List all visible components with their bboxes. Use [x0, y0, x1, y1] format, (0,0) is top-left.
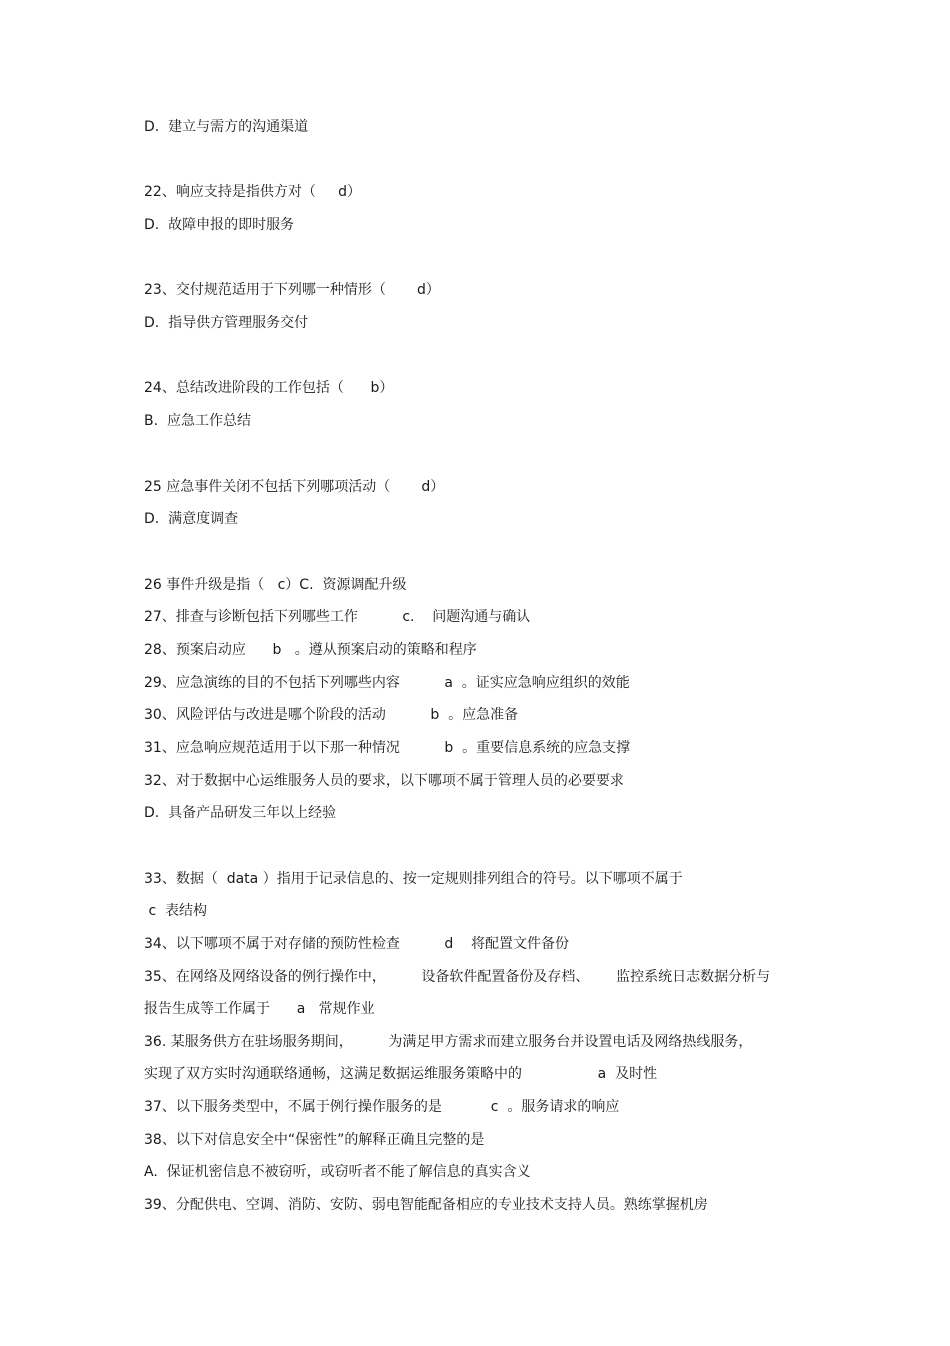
answer-38: A. 保证机密信息不被窃听，或窃听者不能了解信息的真实含义 — [144, 1164, 531, 1180]
question-39: 39、分配供电、空调、消防、安防、弱电智能配备相应的专业技术支持人员。熟练掌握机房 — [144, 1197, 708, 1213]
question-36-cont: 实现了双方实时沟通联络通畅，这满足数据运维服务策略中的 a 及时性 — [144, 1066, 658, 1082]
question-27: 27、排查与诊断包括下列哪些工作 c. 问题沟通与确认 — [144, 609, 531, 625]
question-22: 22、响应支持是指供方对（ d） — [144, 184, 361, 200]
text-line: D. 建立与需方的沟通渠道 — [144, 119, 309, 135]
question-28: 28、预案启动应 b 。遵从预案启动的策略和程序 — [144, 642, 477, 658]
question-33: 33、数据（ data ）指用于记录信息的、按一定规则排列组合的符号。以下哪项不属于 — [144, 871, 683, 887]
answer-32: D. 具备产品研发三年以上经验 — [144, 805, 337, 821]
answer-33: c 表结构 — [144, 903, 208, 919]
question-31: 31、应急响应规范适用于以下那一种情况 b 。重要信息系统的应急支撑 — [144, 740, 631, 756]
question-37: 37、以下服务类型中，不属于例行操作服务的是 c 。服务请求的响应 — [144, 1099, 620, 1115]
question-34: 34、以下哪项不属于对存储的预防性检查 d 将配置文件备份 — [144, 936, 570, 952]
answer-23: D. 指导供方管理服务交付 — [144, 315, 309, 331]
question-24: 24、总结改进阶段的工作包括（ b） — [144, 380, 394, 396]
question-35: 35、在网络及网络设备的例行操作中， 设备软件配置备份及存档、 监控系统日志数据分析与 — [144, 969, 771, 985]
question-25: 25 应急事件关闭不包括下列哪项活动（ d） — [144, 479, 445, 495]
question-23: 23、交付规范适用于下列哪一种情形（ d） — [144, 282, 440, 298]
question-30: 30、风险评估与改进是哪个阶段的活动 b 。应急准备 — [144, 707, 519, 723]
question-38: 38、以下对信息安全中“保密性”的解释正确且完整的是 — [144, 1132, 485, 1148]
question-29: 29、应急演练的目的不包括下列哪些内容 a 。证实应急响应组织的效能 — [144, 675, 630, 691]
question-26: 26 事件升级是指（ c）C. 资源调配升级 — [144, 577, 407, 593]
question-32: 32、对于数据中心运维服务人员的要求，以下哪项不属于管理人员的必要要求 — [144, 773, 624, 789]
answer-24: B. 应急工作总结 — [144, 413, 251, 429]
answer-22: D. 故障申报的即时服务 — [144, 217, 295, 233]
answer-25: D. 满意度调查 — [144, 511, 239, 527]
question-35-cont: 报告生成等工作属于 a 常规作业 — [144, 1001, 375, 1017]
question-36: 36. 某服务供方在驻场服务期间， 为满足甲方需求而建立服务台并设置电话及网络热线服务， — [144, 1034, 753, 1050]
